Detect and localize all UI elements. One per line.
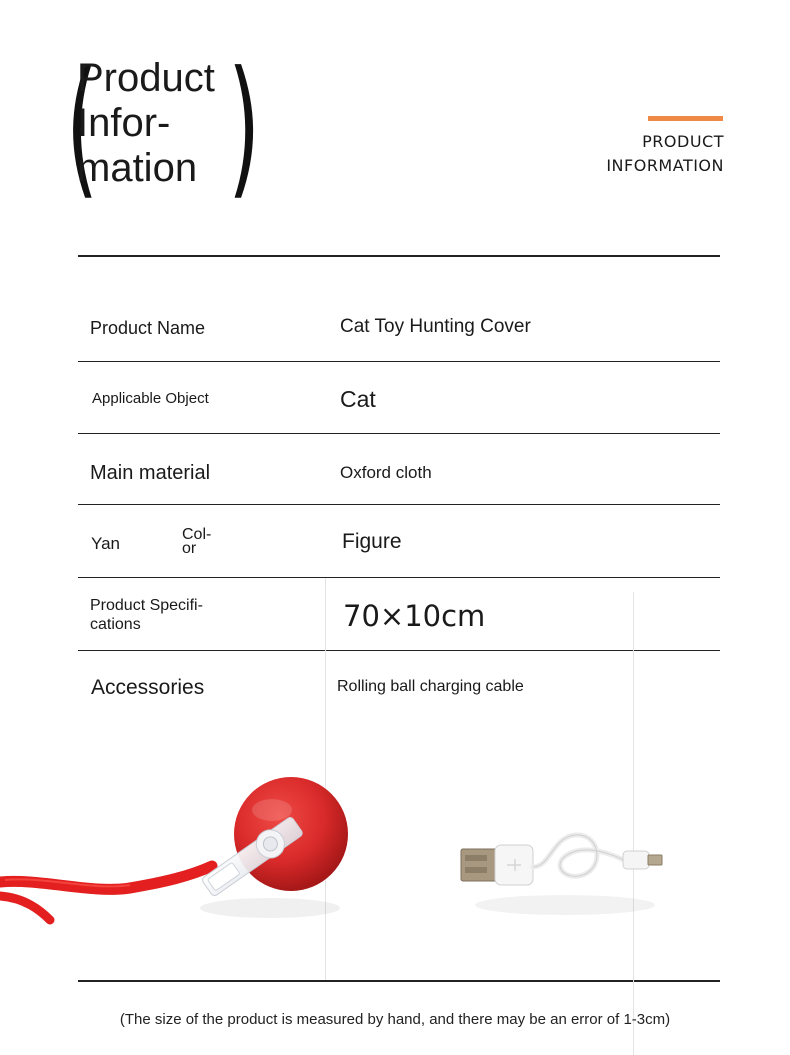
applicable-object-value: Cat: [340, 386, 376, 412]
title-right-bracket: ): [228, 40, 261, 214]
page-title: [77, 56, 237, 191]
main-material-label: Main material: [90, 462, 211, 484]
specifications-label-line1: Product Specifi-: [90, 597, 203, 614]
row-divider: [78, 361, 720, 362]
color-label-part2-line2: or: [182, 540, 197, 557]
accessories-value: Rolling ball charging cable: [337, 678, 524, 695]
section-subtitle: [606, 130, 724, 178]
usb-cable-image: [455, 825, 680, 925]
accessories-label: Accessories: [91, 676, 205, 699]
color-label-part2: [182, 528, 211, 556]
row-divider: [78, 577, 720, 578]
red-ball-image: [0, 770, 360, 940]
section-subtitle-line-1: PRODUCT: [642, 132, 724, 151]
page-title-line-3: mation: [77, 146, 198, 190]
table-bottom-rule: [78, 980, 720, 982]
row-divider: [78, 504, 720, 505]
table-top-rule: [78, 255, 720, 257]
product-name-value: Cat Toy Hunting Cover: [340, 316, 531, 337]
color-label-part1: Yan: [91, 534, 120, 553]
specifications-label: [90, 596, 203, 634]
row-divider: [78, 433, 720, 434]
product-name-label: Product Name: [90, 318, 206, 338]
page-title-line-1: Product: [77, 56, 215, 100]
page-title-line-2: Infor-: [77, 101, 171, 145]
accent-bar: [648, 116, 723, 121]
column-guide: [633, 592, 634, 1055]
main-material-value: Oxford cloth: [340, 463, 432, 482]
applicable-object-label: Applicable Object: [92, 390, 209, 407]
specifications-value: 70×10cm: [343, 599, 486, 633]
color-label-part2-line1: Col-: [182, 526, 212, 543]
color-value: Figure: [342, 530, 402, 553]
row-divider: [78, 650, 720, 651]
title-left-bracket: (: [66, 40, 99, 214]
section-subtitle-line-2: INFORMATION: [606, 156, 724, 175]
measurement-footnote: (The size of the product is measured by hand, and there may be an error of 1-3cm): [119, 1011, 671, 1028]
specifications-label-line2: cations: [90, 616, 141, 633]
